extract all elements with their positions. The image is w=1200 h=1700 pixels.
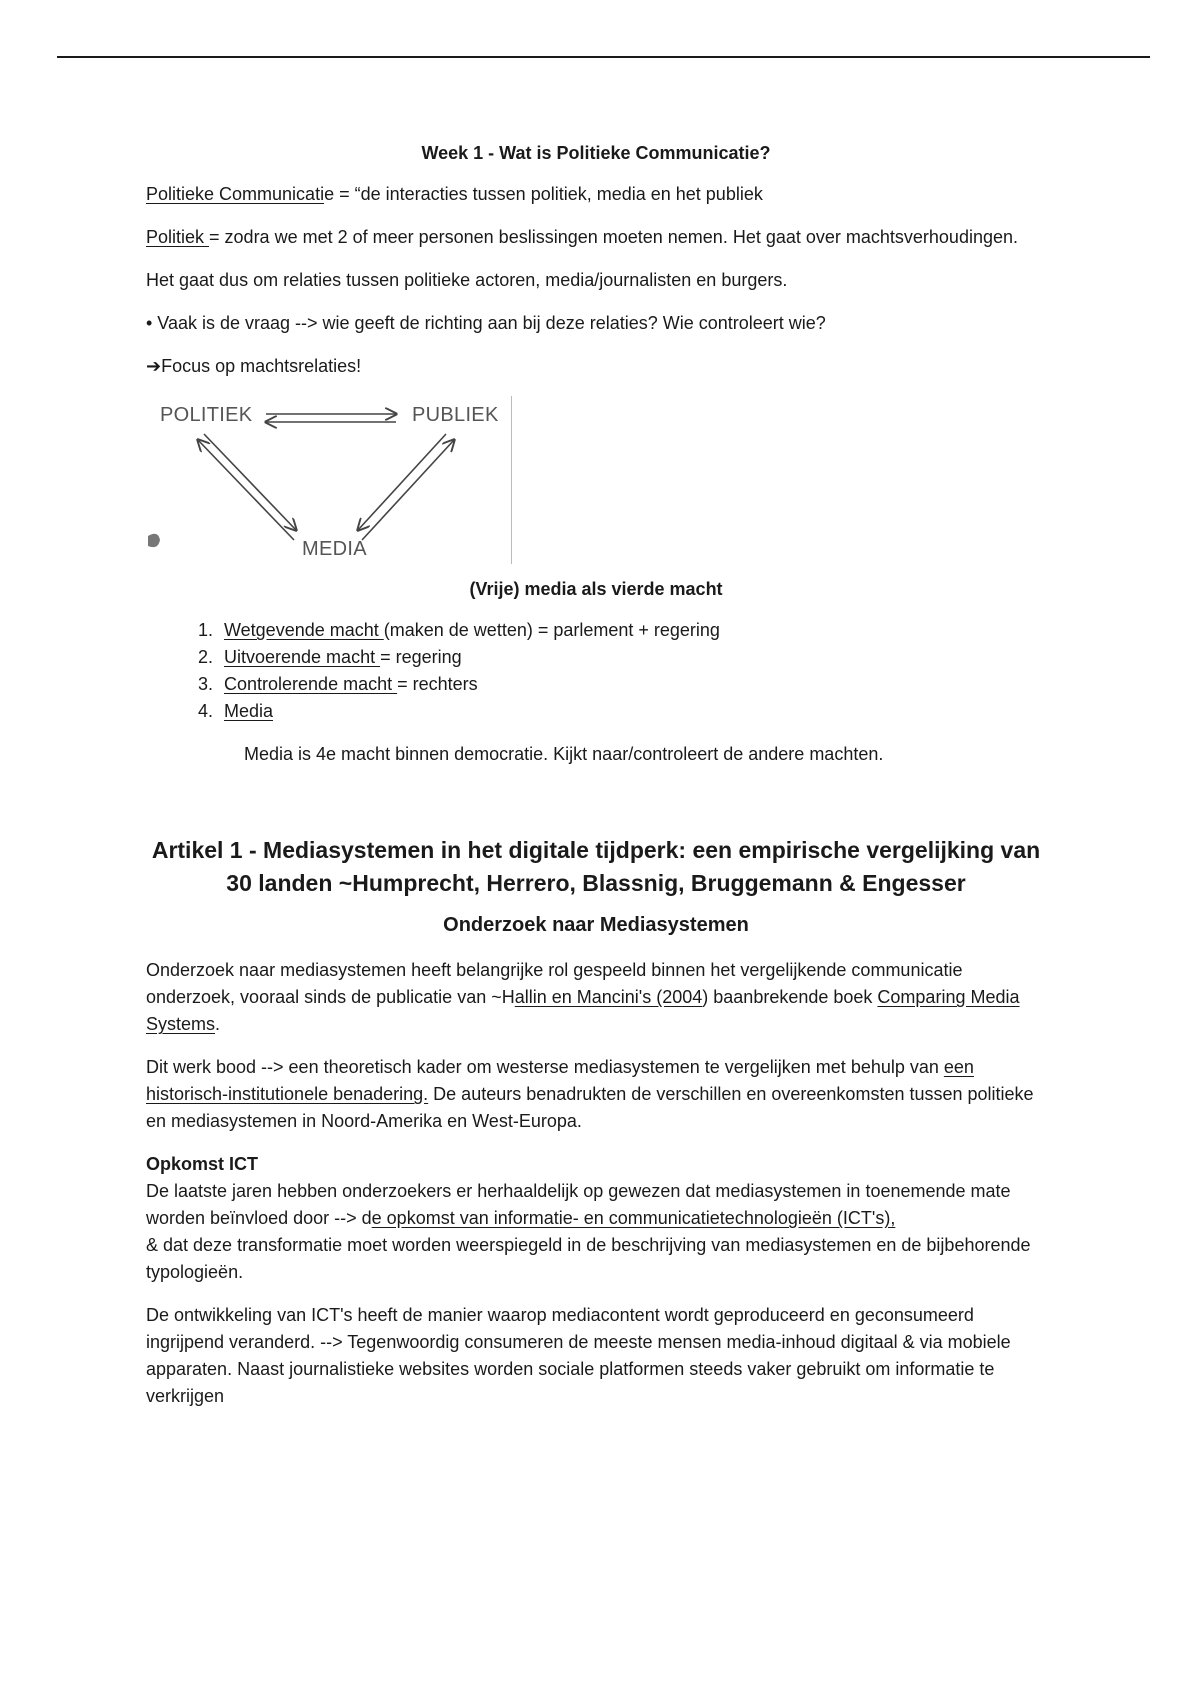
power-triangle-diagram	[146, 396, 516, 564]
ict-heading: Opkomst ICT	[146, 1154, 259, 1174]
paragraph-onderzoek: Onderzoek naar mediasystemen heeft belangrijke rol gespeeld binnen het vergelijkende communicatie onderzoek, vooraal sinds de publicatie van ~Hallin en Mancini's (2004) baanbrekende boek Comparing Media Systems.	[146, 960, 1020, 1034]
paragraph-ict: Opkomst ICT De laatste jaren hebben onderzoekers er herhaaldelijk op gewezen dat mediasystemen in toenemende mate worden beïnvloed door --> de opkomst van informatie- en communicatietechnologieën (ICT's), & dat deze transformatie moet worden weerspiegeld in de beschrijving van mediasystemen en de bijbehorende typologieën.	[146, 1154, 1031, 1282]
term-politiek: Politiek	[146, 227, 210, 247]
arrow-media-to-politiek	[198, 440, 294, 540]
document-page	[146, 140, 1046, 1426]
arrow-politiek-to-media	[204, 434, 296, 530]
week-title: Week 1 - Wat is Politieke Communicatie?	[421, 143, 771, 163]
arrow-media-to-publiek	[362, 440, 454, 540]
article-subtitle: Onderzoek naar Mediasystemen	[443, 914, 749, 936]
diagram-watermark-icon	[148, 534, 160, 547]
list-item: 2. Uitvoerende macht = regering	[218, 644, 1046, 671]
arrow-publiek-to-media	[358, 434, 446, 530]
label-media: MEDIA	[302, 538, 367, 560]
focus-line: ➔Focus op machtsrelaties!	[146, 356, 362, 376]
list-item: 1. Wetgevende macht (maken de wetten) = parlement + regering	[218, 617, 1046, 644]
definition-politiek: Politiek = zodra we met 2 of meer personen beslissingen moeten nemen. Het gaat over machtsverhoudingen.	[146, 227, 1018, 247]
term-politieke-communicatie: Politieke Communicati	[146, 184, 325, 204]
list-item: 4. Media	[218, 698, 1046, 725]
paragraph-ontwikkeling: De ontwikkeling van ICT's heeft de manier waarop mediacontent wordt geproduceerd en geconsumeerd ingrijpend veranderd. --> Tegenwoordig consumeren de meeste mensen media-inhoud digitaal & via mobiele apparaten. Naast journalistieke websites worden sociale platformen steeds vaker gebruikt om informatie te verkrijgen	[146, 1305, 1011, 1406]
paragraph-relaties: Het gaat dus om relaties tussen politieke actoren, media/journalisten en burgers.	[146, 270, 788, 290]
list-item: 3. Controlerende macht = rechters	[218, 671, 1046, 698]
vierde-macht-title: (Vrije) media als vierde macht	[469, 579, 723, 599]
diagram-border-line	[511, 396, 512, 564]
top-rule	[57, 56, 1150, 58]
bullet-vraag: • Vaak is de vraag --> wie geeft de richting aan bij deze relaties? Wie controleert wie?	[146, 313, 826, 333]
paragraph-werk: Dit werk bood --> een theoretisch kader om westerse mediasystemen te vergelijken met behulp van een historisch-institutionele benadering. De auteurs benadrukten de verschillen en overeenkomsten tussen politieke en mediasystemen in Noord-Amerika en West-Europa.	[146, 1057, 1034, 1131]
vierde-macht-note: Media is 4e macht binnen democratie. Kijkt naar/controleert de andere machten.	[244, 744, 884, 764]
machten-list	[146, 617, 1046, 725]
label-publiek: PUBLIEK	[412, 404, 499, 426]
label-politiek: POLITIEK	[160, 404, 253, 426]
article-title: Artikel 1 - Mediasystemen in het digitale tijdperk: een empirische vergelijking van 30 landen ~Humprecht, Herrero, Blassnig, Bruggemann & Engesser	[151, 837, 1041, 896]
definition-politieke-communicatie: Politieke Communicatie = “de interacties tussen politiek, media en het publiek	[146, 184, 763, 204]
